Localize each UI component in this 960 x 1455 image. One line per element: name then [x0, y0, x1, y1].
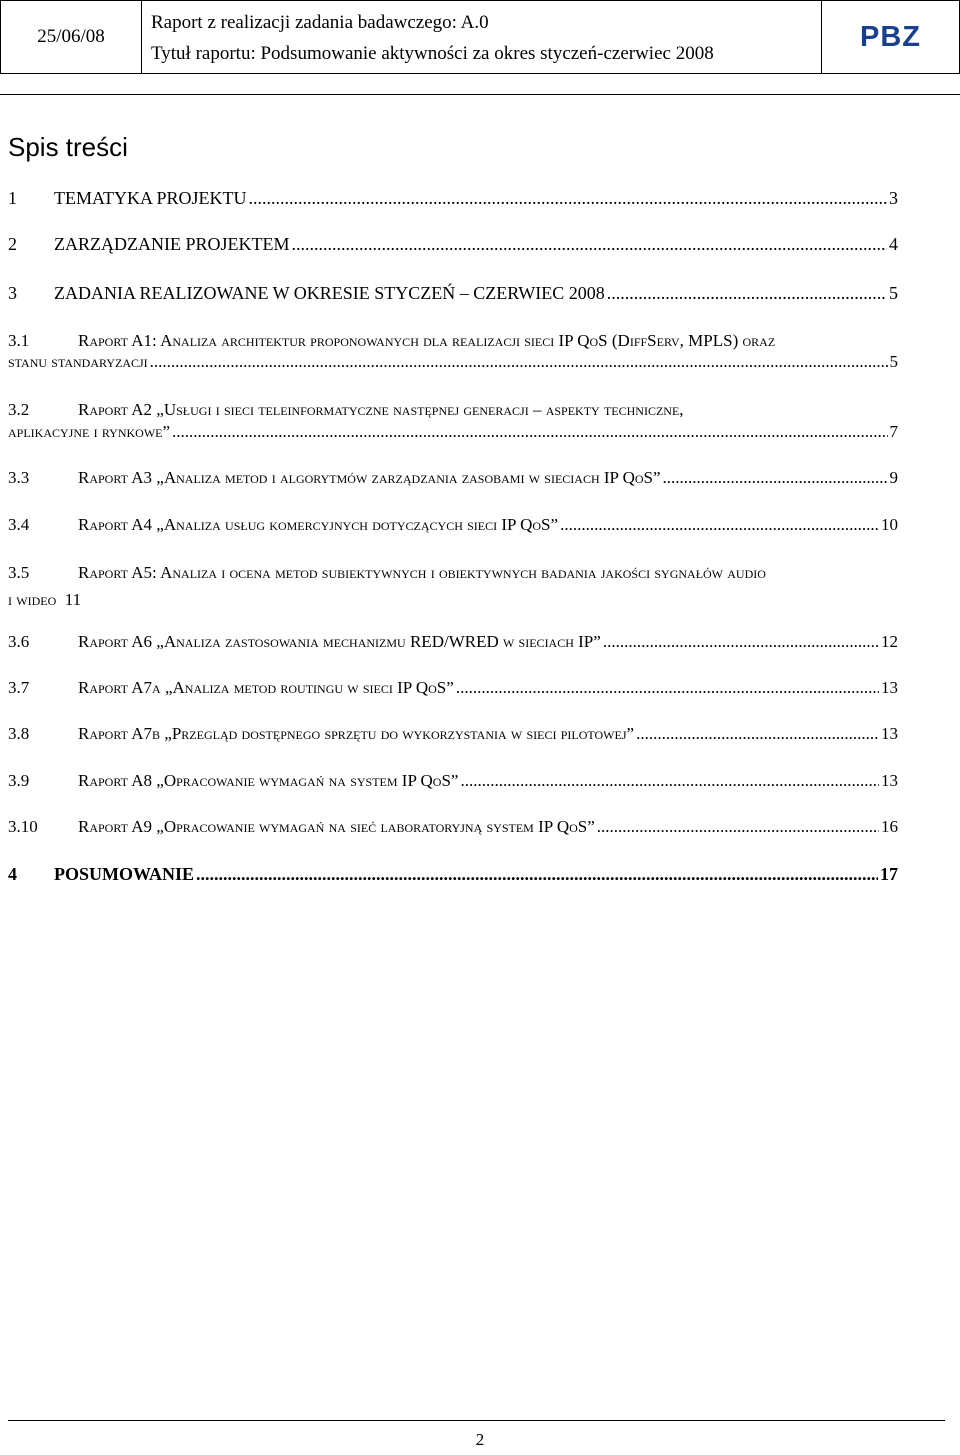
toc-leader — [603, 632, 879, 652]
header-title-line: Tytuł raportu: Podsumowanie aktywności za okres styczeń-czerwiec 2008 — [151, 43, 714, 64]
toc-entry-number: 3 — [8, 283, 17, 303]
toc-entry-3-8[interactable] — [8, 724, 898, 744]
toc-entry-title-line1: Raport A2 „Usługi i sieci teleinformatyczne następnej generacji – aspekty techniczne, — [78, 400, 684, 419]
toc-entry-page: 10 — [881, 515, 898, 534]
toc-entry-3-3[interactable] — [8, 468, 898, 488]
header-titles — [142, 1, 822, 73]
toc-entry-title: Raport A7b „Przegląd dostępnego sprzętu do wykorzystania w sieci pilotowej” — [78, 724, 635, 743]
toc-entry-page: 5 — [889, 352, 898, 371]
toc-entry-number: 3.5 — [8, 563, 30, 582]
toc-entry-title: Raport A7a „Analiza metod routingu w sieci IP QoS” — [78, 678, 454, 697]
toc-entry-3-5[interactable] — [8, 559, 953, 613]
toc-entry-title-line2: stanu standaryzacji — [8, 352, 148, 371]
toc-entry-page: 17 — [880, 864, 898, 884]
toc-entry-number: 3.10 — [8, 817, 38, 836]
toc-entry-title: Raport A9 „Opracowanie wymagań na sieć laboratoryjną system IP QoS” — [78, 817, 595, 836]
toc-leader — [560, 515, 879, 535]
page-header — [0, 0, 960, 74]
toc-leader — [460, 771, 879, 791]
toc-entry-title: Raport A4 „Analiza usług komercyjnych dotyczących sieci IP QoS” — [78, 515, 559, 534]
toc-entry-page: 13 — [881, 678, 898, 697]
toc-entry-number: 3.2 — [8, 400, 30, 419]
toc-entry-number: 1 — [8, 188, 17, 208]
toc-entry-3-1[interactable] — [8, 327, 953, 354]
toc-entry-page: 16 — [881, 817, 898, 836]
toc-entry-number: 3.9 — [8, 771, 30, 790]
toc-entry-title-line2: aplikacyjne i rynkowe” — [8, 422, 171, 441]
header-date: 25/06/08 — [1, 1, 142, 73]
toc-entry-page: 9 — [889, 468, 898, 487]
toc-leader — [292, 234, 888, 255]
toc-entry-number: 3.7 — [8, 678, 30, 697]
toc-entry-title: TEMATYKA PROJEKTU — [54, 188, 247, 208]
toc-entry-page: 3 — [889, 188, 898, 208]
header-divider — [0, 94, 960, 95]
toc-entry-3[interactable] — [8, 283, 898, 304]
toc-entry-number: 3.3 — [8, 468, 30, 487]
toc-leader — [607, 283, 887, 304]
toc-entry-3-4[interactable] — [8, 515, 898, 535]
toc-leader — [597, 817, 879, 837]
toc-entry-number: 3.1 — [8, 331, 30, 350]
toc-entry-number: 3.8 — [8, 724, 30, 743]
toc-entry-title: POSUMOWANIE — [54, 864, 195, 884]
toc-entry-page: 11 — [64, 590, 82, 609]
toc-entry-3-7[interactable] — [8, 678, 898, 698]
toc-entry-page: 7 — [889, 422, 898, 441]
toc-leader — [249, 188, 887, 209]
toc-entry-3-1-cont[interactable] — [8, 352, 898, 372]
toc-entry-title: Raport A8 „Opracowanie wymagań na system IP QoS” — [78, 771, 459, 790]
header-report-line: Raport z realizacji zadania badawczego: A.0 — [151, 12, 489, 33]
toc-entry-3-2-cont[interactable] — [8, 422, 898, 442]
toc-entry-number: 3.6 — [8, 632, 30, 651]
toc-entry-number: 3.4 — [8, 515, 30, 534]
toc-entry-title: ZARZĄDZANIE PROJEKTEM — [54, 234, 290, 254]
toc-entry-3-9[interactable] — [8, 771, 898, 791]
toc-entry-number: 2 — [8, 234, 17, 254]
toc-leader — [172, 422, 887, 442]
toc-heading: Spis treści — [8, 132, 128, 162]
toc-entry-title: Raport A6 „Analiza zastosowania mechanizmu RED/WRED w sieciach IP” — [78, 632, 601, 651]
toc-entry-page: 12 — [881, 632, 898, 651]
toc-entry-title: ZADANIA REALIZOWANE W OKRESIE STYCZEŃ – CZERWIEC 2008 — [54, 283, 605, 303]
toc-leader — [636, 724, 879, 744]
page-number: 2 — [475, 1430, 485, 1449]
toc-entry-title-line2: i wideo — [8, 590, 57, 609]
toc-entry-3-10[interactable] — [8, 817, 898, 837]
toc-entry-page: 13 — [881, 724, 898, 743]
toc-leader — [150, 352, 888, 372]
toc-leader — [196, 864, 878, 885]
toc-entry-2[interactable] — [8, 234, 898, 255]
toc-entry-page: 4 — [889, 234, 898, 254]
toc-leader — [663, 468, 888, 488]
footer-divider — [8, 1420, 945, 1421]
toc-entry-title-line1: Raport A1: Analiza architektur proponowanych dla realizacji sieci IP QoS (DiffServ, MPLS) oraz — [78, 331, 776, 350]
toc-entry-page: 5 — [889, 283, 898, 303]
toc-leader — [456, 678, 879, 698]
toc-entry-1[interactable] — [8, 188, 898, 209]
pbz-logo: PBZ — [860, 20, 921, 53]
toc-entry-number: 4 — [8, 864, 17, 884]
toc-entry-page: 13 — [881, 771, 898, 790]
toc-entry-title-line1: Raport A5: Analiza i ocena metod subiektywnych i obiektywnych badania jakości sygnałów audio — [78, 563, 766, 582]
toc-entry-4[interactable] — [8, 864, 898, 885]
toc-entry-title: Raport A3 „Analiza metod i algorytmów zarządzania zasobami w sieciach IP QoS” — [78, 468, 661, 487]
toc-entry-3-2[interactable] — [8, 396, 953, 423]
toc-entry-3-6[interactable] — [8, 632, 898, 652]
